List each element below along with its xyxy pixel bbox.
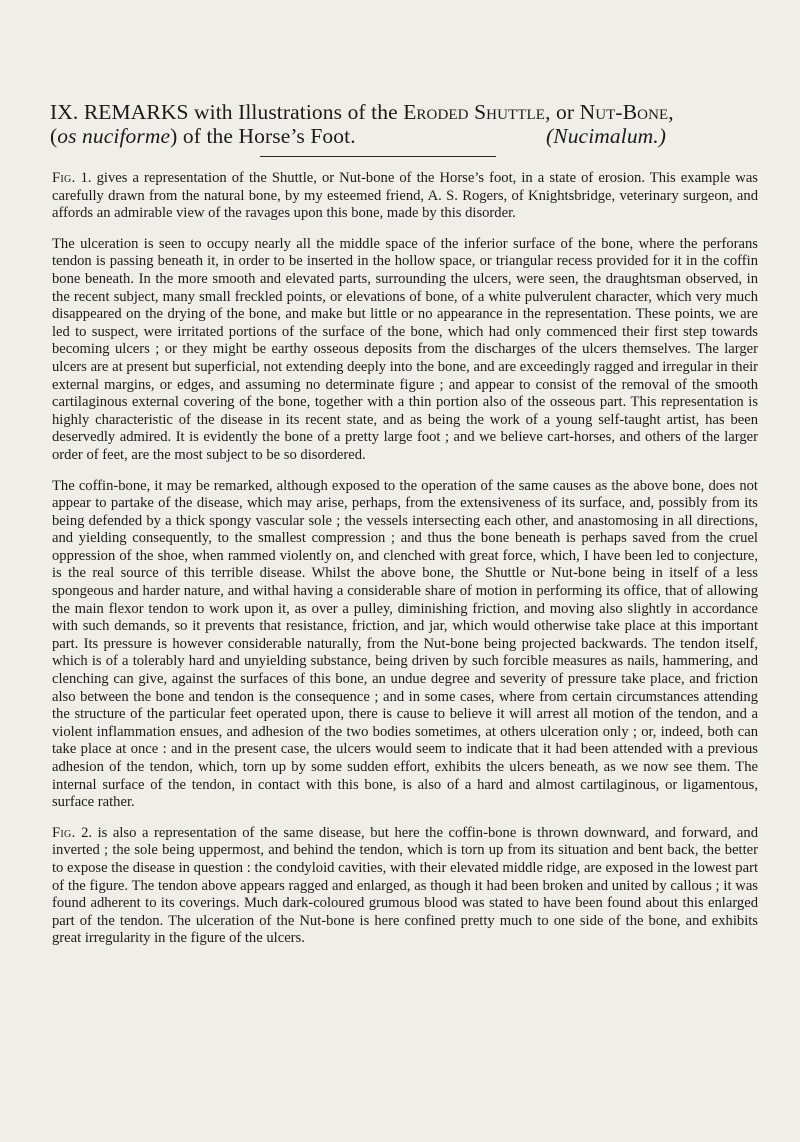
- paragraph-text: 2. is also a representation of the same disease, but here the coffin-bone is thrown downward, and forward, and inverted ; the sole being uppermost, and behind the tendon, which is torn up from its situation and bent back, the better to expose the disease in question : the condyloid cavities, with their elevated middle ridge, are exposed in the lowest part of the figure. The tendon above appears ragged and enlarged, as though it had been broken and united by callous ; it was found adherent to its coverings. Much dark-coloured grumous blood was stated to have been found about this enlarged part of the tendon. The ulceration of the Nut-bone is here confined pretty much to one side of the bone, and exhibits great irregularity in the figure of the ulcers.: [52, 824, 758, 947]
- paragraph-fig-1: [52, 170, 758, 223]
- paragraph-ulceration: [52, 236, 758, 465]
- paragraph-text: The coffin-bone, it may be remarked, although exposed to the operation of the same causes as the above bone, does not appear to partake of the disease, which may arise, perhaps, from the extensiveness of its surface, and, possibly from its being defended by a thick spongy vascular sole ; the vessels intersecting each other, and anastomosing in all directions, and yielding consequently, to the smallest compression ; and thus the bone beneath is perhaps saved from the cruel oppression of the shoe, when rammed violently on, and clenched with great force, which, I have been led to conjecture, is the real source of this terrible disease. Whilst the above bone, the Shuttle or Nut-bone being in itself of a less spongeous and harder nature, and withal having a considerable share of motion in performing its office, that of allowing the main flexor tendon to work upon it, as over a pulley, diminishing friction, and moving also slightly in accordance with such demands, so it prevents that resistance, friction, and jar, which would otherwise take place at this important part. Its pressure is however considerable naturally, from the Nut-bone being projected backwards. The tendon itself, which is of a tolerably hard and unyielding substance, being driven by such forcible measures as nails, hammering, and clenching can give, against the surfaces of this bone, an undue degree and severity of pressure take place, and friction also between the bone and tendon is the consequence ; and in some cases, where from certain circumstances attending the structure of the particular feet operated upon, there is cause to believe it will arrest all motion of the tendon, and a violent inflammation ensues, and adhesion of the two bodies sometimes, at others ulceration only ; or, indeed, both can take place at once : and in the present case, the ulcers would seem to indicate that it had been attended with a previous adhesion of the tendon, which, torn up by some sudden effort, exhibits the ulcers beneath, as we now see them. The internal surface of the tendon, in contact with this bone, is also of a hard and almost cartilaginous, or ligamentous, surface rather.: [52, 477, 758, 811]
- fig-label: Fig.: [52, 824, 76, 841]
- heading-paren-close: ): [170, 124, 178, 148]
- heading-horse-foot: of the Horse’s Foot.: [177, 124, 356, 148]
- heading-connector: with Illustrations of the: [188, 100, 404, 124]
- heading-line-1: [50, 100, 762, 124]
- heading-divider: [260, 156, 496, 157]
- heading-line-2: [50, 124, 762, 148]
- article-body: [52, 170, 758, 961]
- paragraph-coffin-bone: [52, 478, 758, 812]
- heading-paren-open: (: [50, 124, 58, 148]
- heading-nut-bone: Nut-Bone,: [579, 100, 674, 124]
- heading-eroded-shuttle: Eroded Shuttle: [403, 100, 546, 124]
- paragraph-fig-2: [52, 825, 758, 948]
- heading-or: , or: [545, 100, 580, 124]
- paragraph-text: 1. gives a representation of the Shuttle, or Nut-bone of the Horse’s foot, in a state of erosion. This example was carefully drawn from the natural bone, by my esteemed friend, A. S. Rogers, of Knightsbridge, veterinary surgeon, and affords an admirable view of the ravages upon this bone, made by this disorder.: [52, 170, 758, 222]
- fig-label: Fig.: [52, 170, 76, 186]
- heading-nucimalum: (Nucimalum.): [546, 124, 667, 148]
- heading-remarks: REMARKS: [83, 100, 189, 124]
- chapter-numeral: IX.: [50, 100, 79, 124]
- heading-os-nuciforme: os nuciforme: [57, 124, 171, 148]
- paragraph-text: The ulceration is seen to occupy nearly all the middle space of the inferior surface of the bone, where the perforans tendon is passing beneath it, in order to be inserted in the hollow space, or triangular recess provided for it in the coffin bone beneath. In the more smooth and elevated parts, surrounding the ulcers, were seen, the draughtsman observed, in the recent subject, many small freckled points, or elevations of bone, of a white pulverulent character, which very much disappeared on the drying of the bone, and make but little or no appearance in the representation. These points, we are led to suspect, were irritated portions of the surface of the bone, which had only commenced their first step towards becoming ulcers ; or they might be earthy osseous deposits from the discharges of the ulcers themselves. The larger ulcers are at present but superficial, not extending deeply into the bone, and are exceedingly ragged and irregular in their external margins, or edges, and assuming no determinate figure ; and appear to consist of the removal of the smooth cartilaginous external covering of the bone, together with a thin portion also of the osseous part. This representation is highly characteristic of the disease in its recent state, and as being the work of a young self-taught artist, has been deservedly admired. It is evidently the bone of a pretty large foot ; and we believe cart-horses, and others of the larger order of feet, are the most subject to be so disordered.: [52, 235, 758, 463]
- chapter-heading: [50, 100, 762, 148]
